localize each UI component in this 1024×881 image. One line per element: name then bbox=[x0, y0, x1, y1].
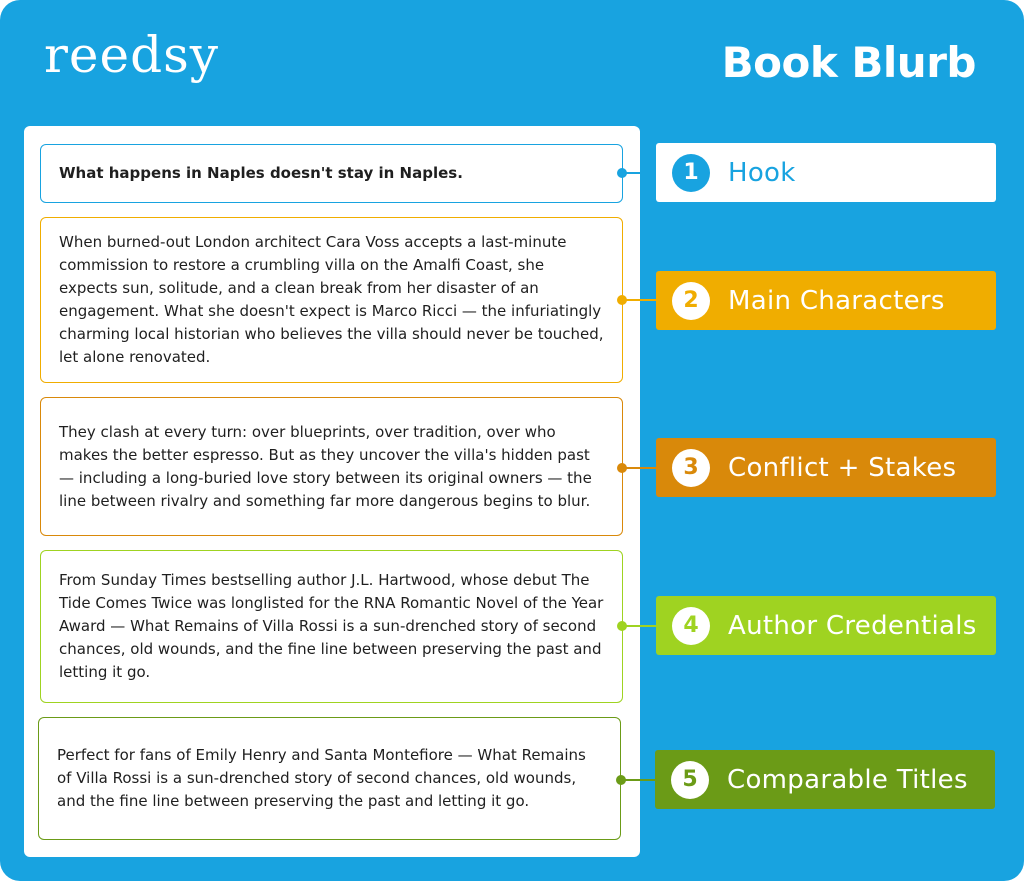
author-credentials-text-box bbox=[40, 550, 623, 703]
main-characters-connector-dot bbox=[617, 295, 627, 305]
comparable-titles-label bbox=[655, 750, 995, 809]
conflict-stakes-connector-dot bbox=[617, 463, 627, 473]
main-characters-text: When burned-out London architect Cara Voss accepts a last-minute commission to restore a crumbling villa on the Amalfi Coast, she expects sun, solitude, and a clean break from her disaster of an engagement. What she doesn't expect is Marco Ricci — the infuriatingly charming local historian who believes the villa should never be touched, let alone renovated. bbox=[59, 233, 604, 366]
hook-connector bbox=[623, 172, 656, 174]
reedsy-logo: reedsy bbox=[44, 26, 219, 84]
author-credentials-label-text: Author Credentials bbox=[728, 610, 977, 641]
hook-label-text: Hook bbox=[728, 157, 796, 188]
author-credentials-text: From Sunday Times bestselling author J.L. Hartwood, whose debut The Tide Comes Twice was longlisted for the RNA Romantic Novel of the Year Award — What Remains of Villa Rossi is a sun-drenched story of second chances, old wounds, and the fine line between preserving the past and letting it go. bbox=[59, 571, 604, 681]
main-characters-label-text: Main Characters bbox=[728, 285, 945, 316]
conflict-stakes-connector bbox=[623, 467, 656, 469]
hook-connector-dot bbox=[617, 168, 627, 178]
conflict-stakes-text: They clash at every turn: over blueprints, over tradition, over who makes the better espresso. But as they uncover the villa's hidden past — including a long-buried love story between its original owners — the line between rivalry and something far more dangerous begins to blur. bbox=[59, 422, 592, 510]
comparable-titles-text: Perfect for fans of Emily Henry and Santa Montefiore — What Remains of Villa Rossi is a sun-drenched story of second chances, old wounds, and the fine line between preserving the past and letting it go. bbox=[57, 746, 586, 810]
main-characters-text-box bbox=[40, 217, 623, 383]
comparable-titles-label-text: Comparable Titles bbox=[727, 764, 968, 795]
number-3-badge: 3 bbox=[672, 449, 710, 487]
comparable-titles-text-box bbox=[38, 717, 621, 840]
number-4-badge: 4 bbox=[672, 607, 710, 645]
page-title: Book Blurb bbox=[721, 38, 976, 87]
number-2-badge: 2 bbox=[672, 282, 710, 320]
author-credentials-connector bbox=[623, 625, 656, 627]
hook-text-box bbox=[40, 144, 623, 203]
main-characters-label bbox=[656, 271, 996, 330]
conflict-stakes-label-text: Conflict + Stakes bbox=[728, 452, 957, 483]
conflict-stakes-text-box bbox=[40, 397, 623, 536]
author-credentials-label bbox=[656, 596, 996, 655]
author-credentials-connector-dot bbox=[617, 621, 627, 631]
comparable-titles-connector-dot bbox=[616, 775, 626, 785]
number-5-badge: 5 bbox=[671, 761, 709, 799]
hook-text: What happens in Naples doesn't stay in Naples. bbox=[59, 164, 463, 182]
number-1-badge: 1 bbox=[672, 154, 710, 192]
main-characters-connector bbox=[623, 299, 656, 301]
hook-label bbox=[656, 143, 996, 202]
comparable-titles-connector bbox=[621, 779, 656, 781]
conflict-stakes-label bbox=[656, 438, 996, 497]
